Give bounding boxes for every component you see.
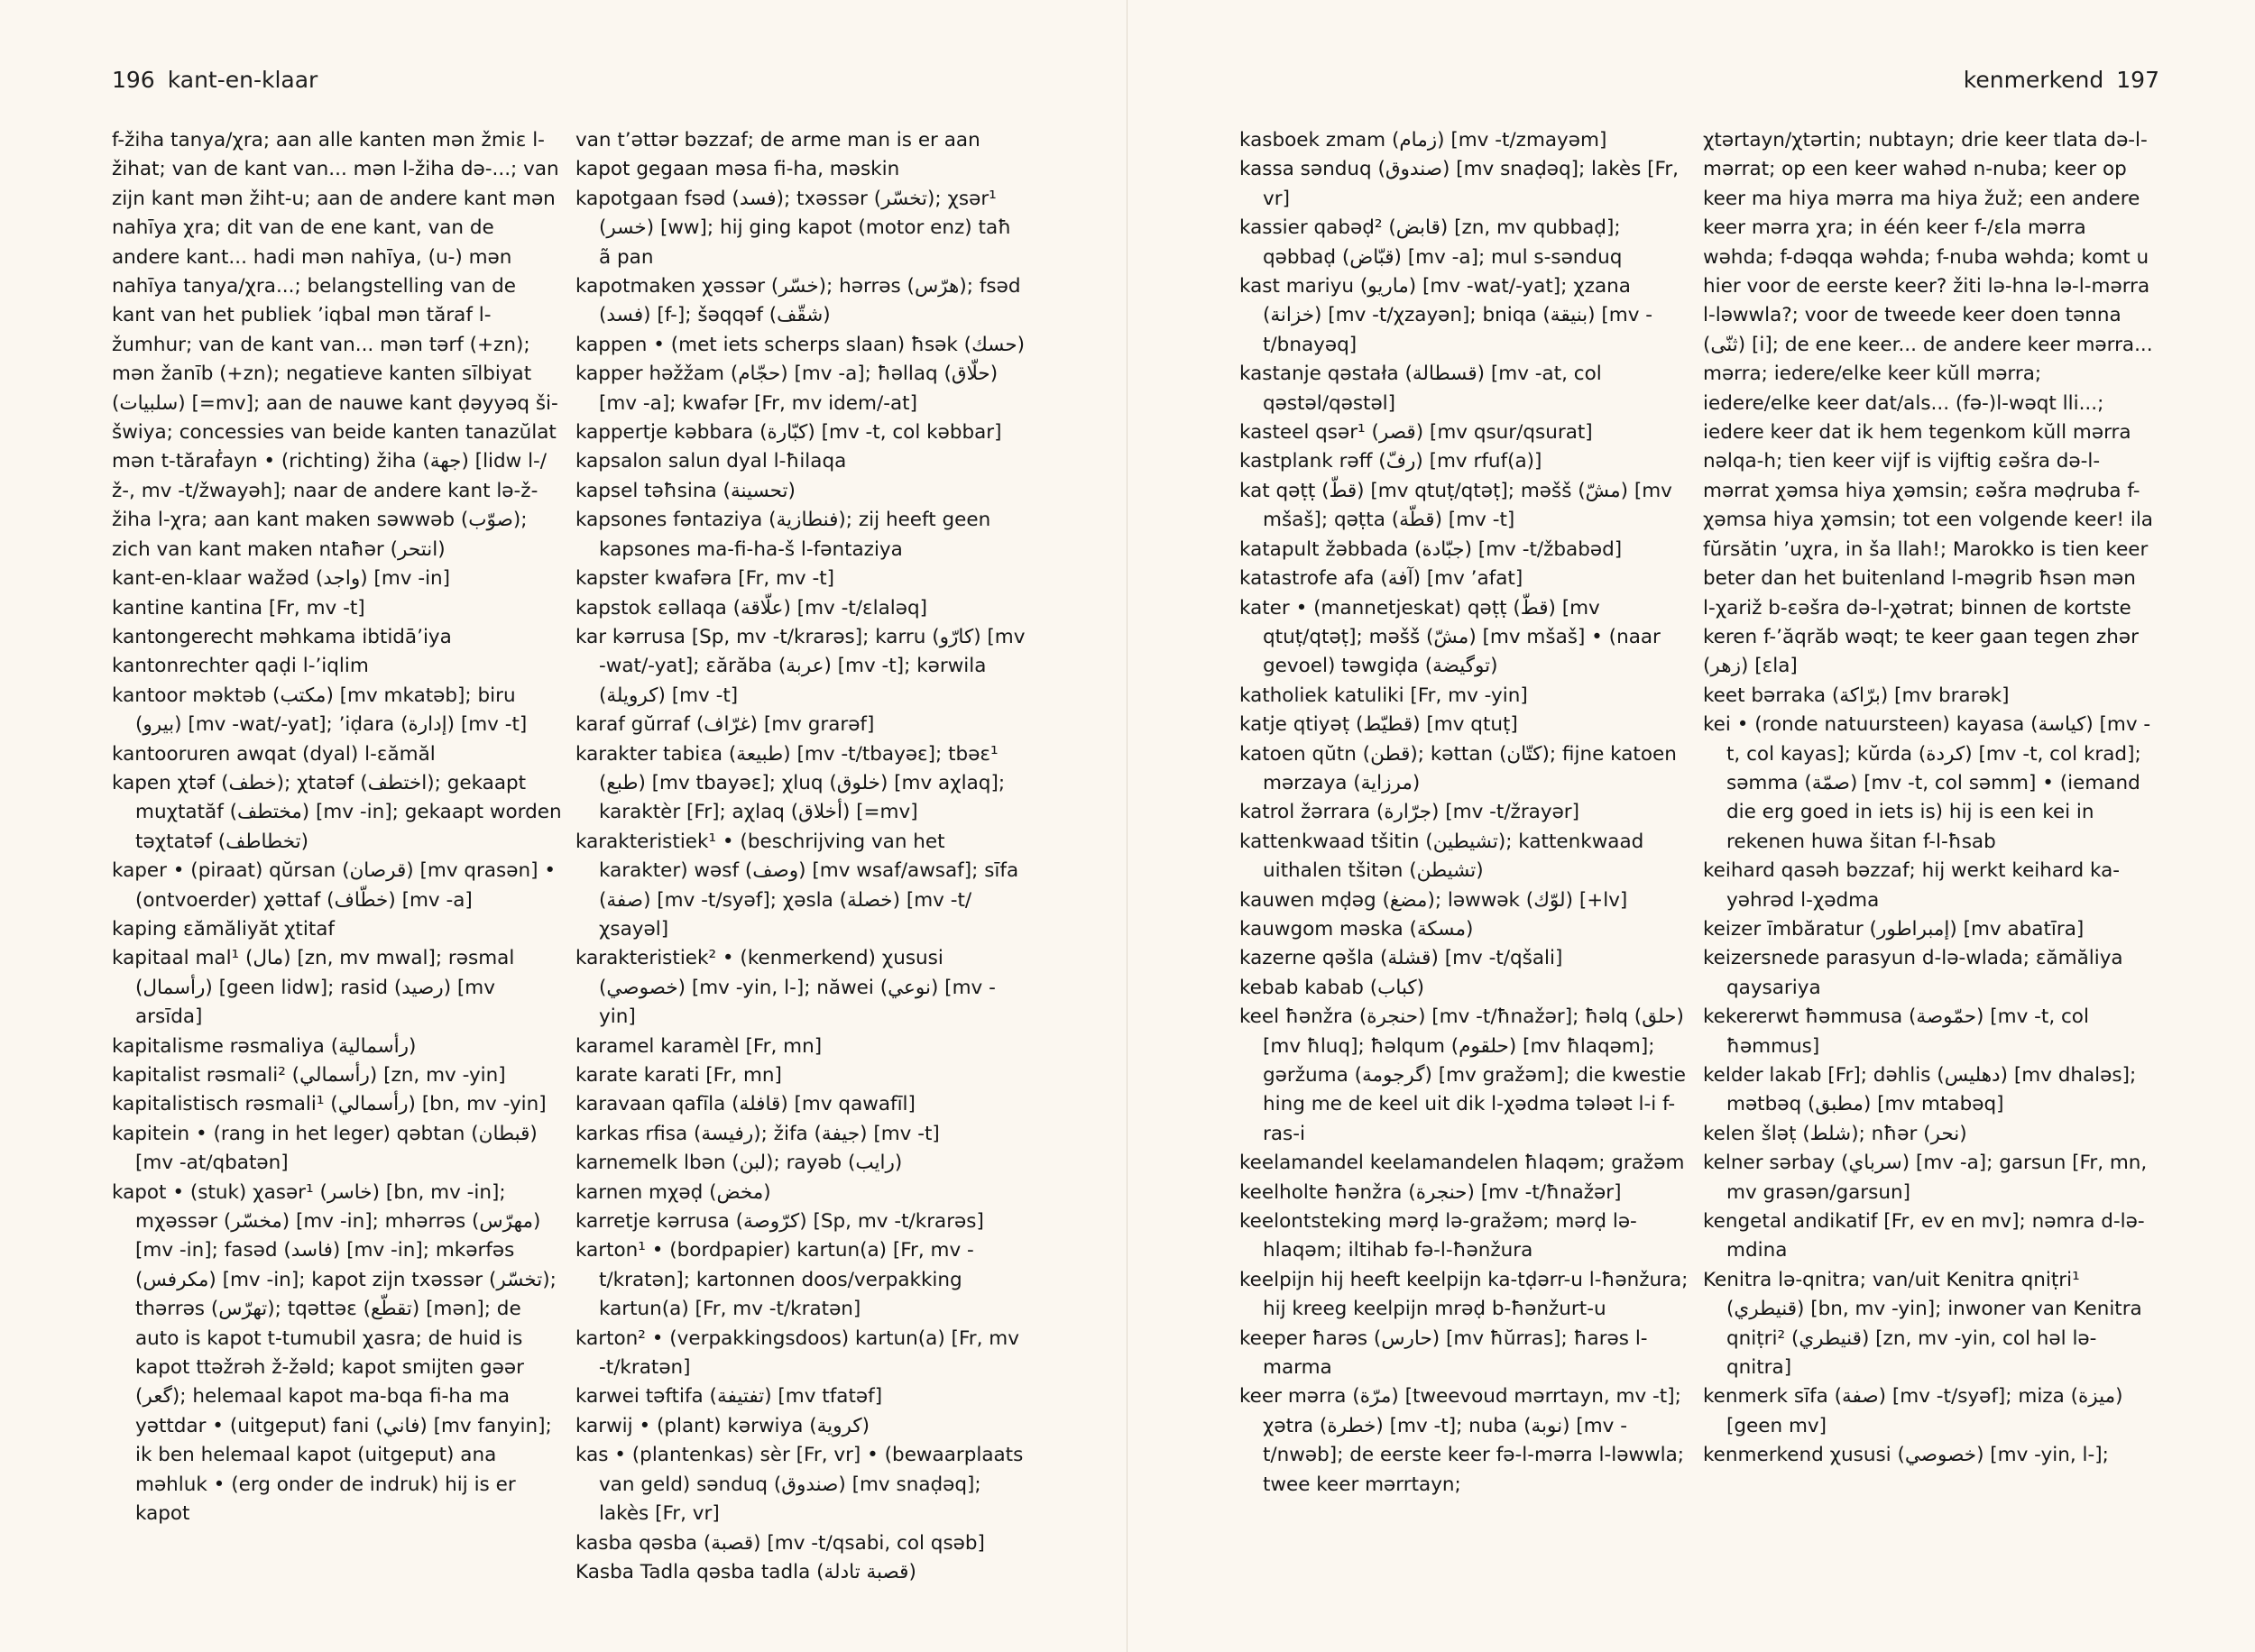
dictionary-entry: kelen šləṭ (شلط); nħər (نحر) — [1703, 1122, 1967, 1145]
dictionary-entry: keelpijn hij heeft keelpijn ka-tḍərr-u l-ħənžura; hij kreeg keelpijn mrəḍ b-ħənžurt-u — [1239, 1268, 1689, 1321]
dictionary-entry: keelholte ħənžra (حنجرة) [mv -t/ħnažər] — [1239, 1180, 1622, 1204]
dictionary-entry: kapsalon salun dyal l-ħilaqa — [575, 450, 847, 473]
dictionary-entry: kantonrechter qaḍi l-’iqlim — [112, 655, 369, 678]
dictionary-entry: kasboek zmam (زمام) [mv -t/zmayəm] — [1239, 129, 1607, 151]
dictionary-entry: karton¹ • (bordpapier) kartun(a) [Fr, mv -t/kratən]; kartonnen doos/verpakking kartun(a) [Fr, mv -t/kratən] — [575, 1239, 974, 1321]
dictionary-entry: kapper həžžam (حجّام) [mv -a]; ħəllaq (حلّاق) [mv -a]; kwafər [Fr, mv idem/-at] — [575, 363, 999, 415]
dictionary-entry: katastrofe afa (آفة) [mv ’afat] — [1239, 567, 1523, 591]
dictionary-entry: kengetal andikatif [Fr, ev en mv]; nəmra d-lə-mdina — [1703, 1210, 2145, 1262]
dictionary-entry: kappertje kəbbara (كبّارة) [mv -t, col kəbbar] — [575, 421, 1002, 445]
dictionary-entry: kapsel təħsina (تحسينة) — [575, 479, 796, 502]
dictionary-entry: kas • (plantenkas) sèr [Fr, vr] • (bewaarplaats van geld) sənduq (صندوق) [mv snaḍəq]; lakès [Fr, vr] — [575, 1444, 1024, 1526]
dictionary-entry: keelamandel keelamandelen ħlaqəm; gražəm — [1239, 1152, 1685, 1175]
dictionary-entry: kat qəṭṭ (قطّ) [mv qtuṭ/qtəṭ]; məšš (مشّ) [mv mšaš]; qəṭta (قطّة) [mv -t] — [1239, 479, 1672, 532]
dictionary-entry: kastplank rəff (رفّ) [mv rfuf(a)] — [1239, 450, 1542, 473]
dictionary-entry: van t’əttər bəzzaf; de arme man is er aan kapot gegaan məsa fi-ha, məskin — [575, 129, 980, 181]
dictionary-entry: kasba qəsba (قصبة) [mv -t/qsabi, col qsəb] — [575, 1531, 985, 1555]
dictionary-entry: kantine kantina [Fr, mv -t] — [112, 596, 365, 620]
dictionary-entry: kei • (ronde natuursteen) kayasa (كياسة) [mv -t, col kayas]; kŭrda (كردة) [mv -t, col krad]; səmma (صمّة) [mv -t, col səmm] • (iemand die erg goed in iets is) hij is een kei in rekenen huwa šitan f-l-ħsab — [1703, 713, 2151, 853]
dictionary-entry: karwei təftifa (تفتيفة) [mv tfatəf] — [575, 1385, 883, 1409]
left-column-2 — [575, 126, 1026, 1587]
dictionary-entry: kassier qabəḍ² (قابض) [zn, mv qubbaḍ]; qəbbaḍ (قبّاض) [mv -a]; mul s-sənduq — [1239, 216, 1623, 269]
dictionary-entry: katapult žəbbada (جبّادة) [mv -t/žbabəd] — [1239, 537, 1623, 561]
dictionary-entry: kapitein • (rang in het leger) qəbtan (قبطان) [mv -at/qbatən] — [112, 1122, 538, 1175]
dictionary-entry: kappen • (met iets scherps slaan) ħsək (حسك) — [575, 333, 1026, 356]
dictionary-entry: karakteristiek² • (kenmerkend) χususi (خصوصي) [mv -yin, l-]; năwei (نوعي) [mv -yin] — [575, 947, 996, 1029]
dictionary-entry: karretje kərrusa (كرّوصة) [Sp, mv -t/krarəs] — [575, 1210, 984, 1234]
dictionary-entry: kantooruren awqat (dyal) l-ɛămăl — [112, 742, 436, 766]
dictionary-entry: keet bərraka (برّاكة) [mv brarək] — [1703, 684, 2010, 707]
dictionary-entry: Kasba Tadla qəsba tadla (قصبة تادلة) — [575, 1560, 916, 1583]
dictionary-entry: karate karati [Fr, mn] — [575, 1064, 782, 1087]
dictionary-entry: kapotmaken χəssər (خسّر); hərrəs (هرّس); fsəd (فسد) [f-]; šəqqəf (شقّف) — [575, 275, 1021, 327]
dictionary-entry: kasteel qsər¹ (قصر) [mv qsur/qsurat] — [1239, 421, 1593, 445]
dictionary-entry: kenmerk sīfa (صفة) [mv -t/syəf]; miza (ميزة) [geen mv] — [1703, 1385, 2123, 1437]
dictionary-entry: kauwgom məska (مسكة) — [1239, 917, 1474, 941]
dictionary-entry: keizersnede parasyun d-lə-wlada; ɛămăliya qaysariya — [1703, 947, 2123, 999]
dictionary-entry: karamel karamèl [Fr, mn] — [575, 1034, 823, 1058]
dictionary-entry: kantoor məktəb (مكتب) [mv mkatəb]; biru (بيرو) [mv -wat/-yat]; ’iḍara (إدارة) [mv -t] — [112, 684, 528, 737]
dictionary-entry: keihard qasəh bəzzaf; hij werkt keihard ka-yəhrəd l-χədma — [1703, 859, 2121, 912]
dictionary-entry: kelner sərbay (سرباي) [mv -a]; garsun [Fr, mn, mv grasən/garsun] — [1703, 1152, 2148, 1204]
dictionary-entry: kaper • (piraat) qŭrsan (قرصان) [mv qrasən] • (ontvoerder) χəttaf (خطّاف) [mv -a] — [112, 859, 556, 912]
dictionary-entry: kelder lakab [Fr]; dəhlis (دهليس) [mv dhaləs]; mətbəq (مطبق) [mv mtabəq] — [1703, 1064, 2137, 1116]
dictionary-entry: keizer īmbăratur (إمبراطور) [mv abatīra] — [1703, 917, 2085, 941]
dictionary-entry: kapen χtəf (خطف); χtatəf (اختطف); gekaapt muχtatăf (مختطف) [mv -in]; gekaapt worden təχtatəf (تخطاطف) — [112, 771, 562, 853]
dictionary-entry: kantongerecht məhkama ibtidā’iya — [112, 625, 452, 648]
dictionary-entry: kapotgaan fsəd (فسد); txəssər (تخسّر); χsər¹ (خسر) [ww]; hij ging kapot (motor enz) taħ ã pan — [575, 187, 1012, 269]
right-running-head — [1964, 67, 2172, 93]
dictionary-entry: kapot • (stuk) χasər¹ (خاسر) [bn, mv -in]; mχəssər (مخسّر) [mv -in]; mhərrəs (مهرّس) [mv -in]; fasəd (فاسد) [mv -in]; mkərfəs (مكرفس) [mv -in]; kapot zijn txəssər (تخسّر); thərrəs (تهرّس); tqəttəɛ (تقطّع) [mən]; de auto is kapot t-tumubil χasra; de huid is kapot ttəžrəh ž-žəld; kapot smijten gəər (گعر); helemaal kapot ma-bqa fi-ha ma yəttdar • (uitgeput) fani (فاني) [mv fanyin]; ik ben helemaal kapot (uitgeput) ana məhluk • (erg onder de indruk) hij is er kapot — [112, 1180, 557, 1526]
dictionary-entry: kar kərrusa [Sp, mv -t/krarəs]; karru (كارّو) [mv -wat/-yat]; ɛărăba (عربة) [mv -t]; kərwila (كرويلة) [mv -t] — [575, 625, 1026, 707]
dictionary-entry: kapsones fəntaziya (فنطازية); zij heeft geen kapsones ma-fi-ha-š l-fəntaziya — [575, 509, 991, 561]
dictionary-entry: katrol žərrara (جرّارة) [mv -t/žrayər] — [1239, 801, 1580, 824]
dictionary-entry: keeper ħarəs (حارس) [mv ħŭrras]; ħarəs l-marma — [1239, 1326, 1648, 1380]
dictionary-entry: katje qtiyəṭ (قطيّط) [mv qtuṭ] — [1239, 713, 1518, 737]
left-guide-word: kant-en-klaar — [167, 67, 318, 93]
dictionary-entry: kater • (mannetjeskat) qəṭṭ (قطّ) [mv qtuṭ/qtəṭ]; məšš (مشّ) [mv mšaš] • (naar gevoel) təwgiḍa (توگيضة) — [1239, 596, 1661, 678]
dictionary-entry: kapitalist rəsmali² (رأسمالي) [zn, mv -yin] — [112, 1064, 506, 1087]
dictionary-entry: keer mərra (مرّة) [tweevoud mərrtayn, mv -t]; χətra (خطرة) [mv -t]; nuba (نوبة) [mv -t/nwəb]; de eerste keer fə-l-mərra l-ləwwla; twee keer mərrtayn; — [1239, 1385, 1684, 1496]
dictionary-entry: Kenitra lə-qnitra; van/uit Kenitra qniṭri¹ (قنيطري) [bn, mv -yin]; inwoner van Kenitra qniṭri² (قنيطري) [zn, mv -yin, col həl lə-qnitra] — [1703, 1268, 2142, 1380]
dictionary-entry: kast mariyu (ماريو) [mv -wat/-yat]; χzana (خزانة) [mv -t/χzayən]; bniqa (بنيقة) [mv -t/bnayəq] — [1239, 275, 1653, 356]
dictionary-entry: kebab kabab (كباب) — [1239, 976, 1425, 999]
left-column-1 — [112, 126, 563, 1529]
dictionary-entry: f-žiha tanya/χra; aan alle kanten mən žmiɛ l-žihat; van de kant van... mən l-žiha də-...; van zijn kant mən žiht-u; aan de andere kant mən nahīya χra; dit van de ene kant, van de andere kant... hadi mən nahīya, (u-) mən nahīya tanya/χra...; belangstelling van de kant van het publiek ’iqbal mən tăraf l-žumhur; van de kant van... mən tərf (+zn); mən žanīb (+zn); negatieve kanten sīlbiyat (سلبيات) [=mv]; aan de nauwe kant ḍəyyəq ši-šwiya; concessies van beide kanten tanazŭlat mən t-tăraḟayn • (richting) žiha (جهة) [lidw l-/ž-, mv -t/žwayəh]; naar de andere kant lə-ž-žiha l-χra; aan kant maken səwwəb (صوّب); zich van kant maken ntaħər (انتحر) — [112, 129, 559, 561]
dictionary-entry: karakter tabiɛa (طبيعة) [mv -t/tbayəɛ]; tbəɛ¹ (طبع) [mv tbayəɛ]; χluq (خلوق) [mv aχlaq]; karaktèr [Fr]; aχlaq (أخلاق) [=mv] — [575, 742, 1006, 824]
left-running-head — [99, 67, 318, 93]
dictionary-entry: karnen mχəḍ (مخض) — [575, 1180, 771, 1204]
dictionary-entry: karton² • (verpakkingsdoos) kartun(a) [Fr, mv -t/kratən] — [575, 1326, 1019, 1380]
dictionary-entry: kapster kwafəra [Fr, mv -t] — [575, 567, 835, 591]
dictionary-entry: kenmerkend χususi (خصوصي) [mv -yin, l-]; — [1703, 1444, 2109, 1467]
right-guide-word: kenmerkend — [1963, 67, 2104, 93]
dictionary-entry: kapitalisme rəsmaliya (رأسمالية) — [112, 1034, 417, 1058]
dictionary-entry: karavaan qafīla (قافلة) [mv qawafīl] — [575, 1093, 916, 1116]
dictionary-entry: kassa sənduq (صندوق) [mv snaḍəq]; lakès [Fr, vr] — [1239, 158, 1680, 210]
dictionary-entry: karwij • (plant) kərwiya (كروية) — [575, 1414, 870, 1437]
dictionary-entry: katholiek katuliki [Fr, mv -yin] — [1239, 684, 1528, 707]
dictionary-entry: kaping ɛămăliyăt χtitaf — [112, 917, 335, 941]
dictionary-entry: kant-en-klaar wažəd (واجد) [mv -in] — [112, 567, 451, 591]
right-column-1 — [1239, 126, 1690, 1500]
dictionary-entry: kastanje qəstała (قسطالة) [mv -at, col qəstəl/qəstəl] — [1239, 363, 1602, 415]
dictionary-entry: karakteristiek¹ • (beschrijving van het karakter) wəsf (وصف) [mv wsaf/awsaf]; sīfa (صفة) [mv -t/syəf]; χəsla (خصلة) [mv -t/χsayəl] — [575, 830, 1019, 941]
dictionary-entry: karnemelk lbən (لبن); rayəb (رايب) — [575, 1152, 903, 1175]
right-page-number: 197 — [2116, 67, 2159, 93]
right-page — [1128, 0, 2255, 1652]
dictionary-entry: kazerne qəšla (قشلة) [mv -t/qšali] — [1239, 947, 1563, 970]
left-page-number: 196 — [112, 67, 155, 93]
dictionary-entry: karaf gŭrraf (غرّاف) [mv grarəf] — [575, 713, 875, 737]
dictionary-entry: kapitaal mal¹ (مال) [zn, mv mwal]; rəsmal (رأسمال) [geen lidw]; rasid (رصيد) [mv arsīda] — [112, 947, 515, 1029]
dictionary-entry: kekererwt ħəmmusa (حمّوصة) [mv -t, col ħəmmus] — [1703, 1005, 2089, 1058]
dictionary-entry: katoen qŭtn (قطن); kəttan (كتّان); fijne katoen mərzaya (مرزاية) — [1239, 742, 1677, 794]
dictionary-entry: kapitalistisch rəsmali¹ (رأسمالي) [bn, mv -yin] — [112, 1093, 547, 1116]
dictionary-entry: kattenkwaad tšitin (تشيطين); kattenkwaad uithalen tšitən (تشيطن) — [1239, 830, 1644, 883]
dictionary-entry: kauwen mḍəg (مضغ); ləwwək (لوّك) [+lv] — [1239, 888, 1628, 912]
dictionary-entry: keel ħənžra (حنجرة) [mv -t/ħnažər]; ħəlq (حلق) [mv ħluq]; ħəlqum (حلقوم) [mv ħlaqəm]; gəržuma (گرجومة) [mv gražəm]; die kwestie hing me de keel uit dik l-χədma tələət l-i f-ras-i — [1239, 1005, 1686, 1145]
dictionary-entry: χtərtayn/χtərtin; nubtayn; drie keer tlata də-l-mərrat; op een keer wahəd n-nuba; keer op keer ma hiya mərra ma hiya žuž; een andere keer mərra χra; in één keer f-/ɛla mərra wəhda; f-dəqqa wəhda; f-nuba wəhda; komt u hier voor de eerste keer? žiti lə-hna lə-l-mərra l-ləwwla?; voor de tweede keer doen tənna (ثنّى) [i]; de ene keer... de andere keer mərra... mərra; iedere/elke keer kŭll mərra; iedere/elke keer dat/als... (fə-)l-wəqt lli...; iedere keer dat ik hem tegenkom kŭll mərra nəlqa-h; tien keer vijf is vijftig ɛəšra də-l-mərrat χəmsa hiya χəmsin; ɛəšra məḍruba f-χəmsa hiya χəmsin; tot een volgende keer! ila fŭrsătin ’uχra, in ša llah!; Marokko is tien keer beter dan het buitenland l-məgrib ħsən mən l-χariž b-ɛəšra də-l-χətrat; binnen de kortste keren f-’ăqrăb wəqt; te keer gaan tegen zhər (زهر) [ɛla] — [1703, 129, 2153, 678]
right-column-2 — [1703, 126, 2154, 1471]
dictionary-entry: keelontsteking mərḍ lə-gražəm; mərḍ lə-hlaqəm; iltihab fə-l-ħənžura — [1239, 1210, 1637, 1262]
dictionary-entry: karkas rfisa (رفيسة); žifa (جيفة) [mv -t] — [575, 1122, 940, 1145]
dictionary-entry: kapstok ɛəllaqa (علّاقة) [mv -t/ɛlaləq] — [575, 596, 928, 620]
